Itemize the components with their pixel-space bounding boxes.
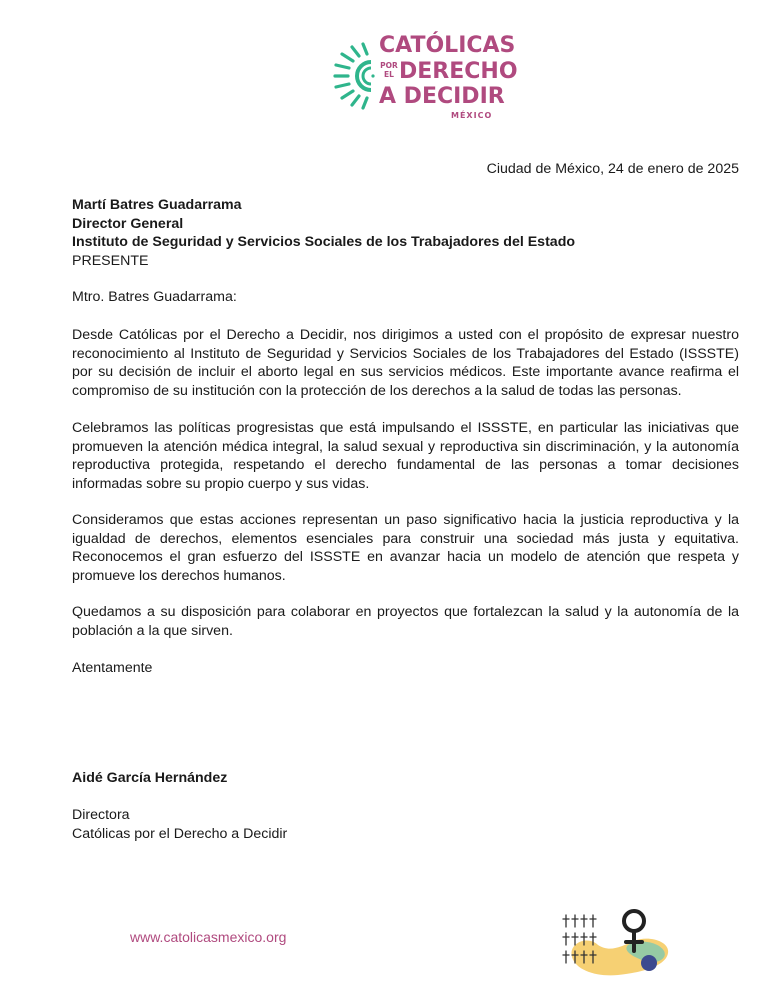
footer-decoration	[558, 905, 673, 985]
signer-name: Aidé García Hernández	[72, 770, 228, 786]
signer-role: Directora	[72, 807, 130, 823]
recipient-presente: PRESENTE	[72, 252, 149, 269]
letter-date: Ciudad de México, 24 de enero de 2025	[486, 161, 739, 177]
salutation: Mtro. Batres Guadarrama:	[72, 289, 237, 305]
closing: Atentamente	[72, 660, 153, 676]
recipient-block	[72, 196, 739, 270]
signer-organization: Católicas por el Derecho a Decidir	[72, 825, 288, 842]
signer-details	[72, 806, 739, 843]
logo-el: EL	[384, 70, 394, 79]
logo-line-3: A DECIDIR	[379, 84, 505, 109]
logo-line-1: CATÓLICAS	[379, 33, 516, 58]
sun-rays-icon	[333, 38, 379, 114]
recipient-institution: Instituto de Seguridad y Servicios Sociales de los Trabajadores del Estado	[72, 234, 576, 250]
website-link[interactable]: www.catolicasmexico.org	[130, 929, 287, 945]
paragraph-1: Desde Católicas por el Derecho a Decidir, nos dirigimos a usted con el propósito de expresar nuestro reconocimiento al Instituto de Seguridad y Servicios Sociales de los Trabajadores del Estado (ISSSTE) por su decisión de incluir el aborto legal en sus servicios médicos. Este importante avance reafirma el compromiso de su institución con la protección de los derechos a la salud de todas las personas.	[72, 327, 739, 399]
logo-line-2: DERECHO	[399, 59, 518, 84]
recipient-title: Director General	[72, 215, 184, 232]
paragraph-2: Celebramos las políticas progresistas que está impulsando el ISSSTE, en particular las iniciativas que promueven la atención médica integral, la salud sexual y reproductiva sin discriminación, y la autonomía reproductiva protegida, respetando el derecho fundamental de las personas a tomar decisiones informadas sobre su propio cuerpo y sus vidas.	[72, 420, 739, 492]
recipient-name: Martí Batres Guadarrama	[72, 197, 242, 213]
logo-country: MÉXICO	[451, 111, 493, 120]
paragraph-3: Consideramos que estas acciones representan un paso significativo hacia la justicia reproductiva y la igualdad de derechos, elementos esenciales para construir una sociedad más justa y equitativa. Reconocemos el gran esfuerzo del ISSSTE en avanzar hacia un modelo de atención que respeta y promueve los derechos humanos.	[72, 512, 739, 584]
logo-por: POR	[380, 61, 398, 70]
paragraph-4: Quedamos a su disposición para colaborar en proyectos que fortalezcan la salud y la autonomía de la población a la que sirven.	[72, 604, 739, 639]
organization-logo	[333, 33, 518, 126]
